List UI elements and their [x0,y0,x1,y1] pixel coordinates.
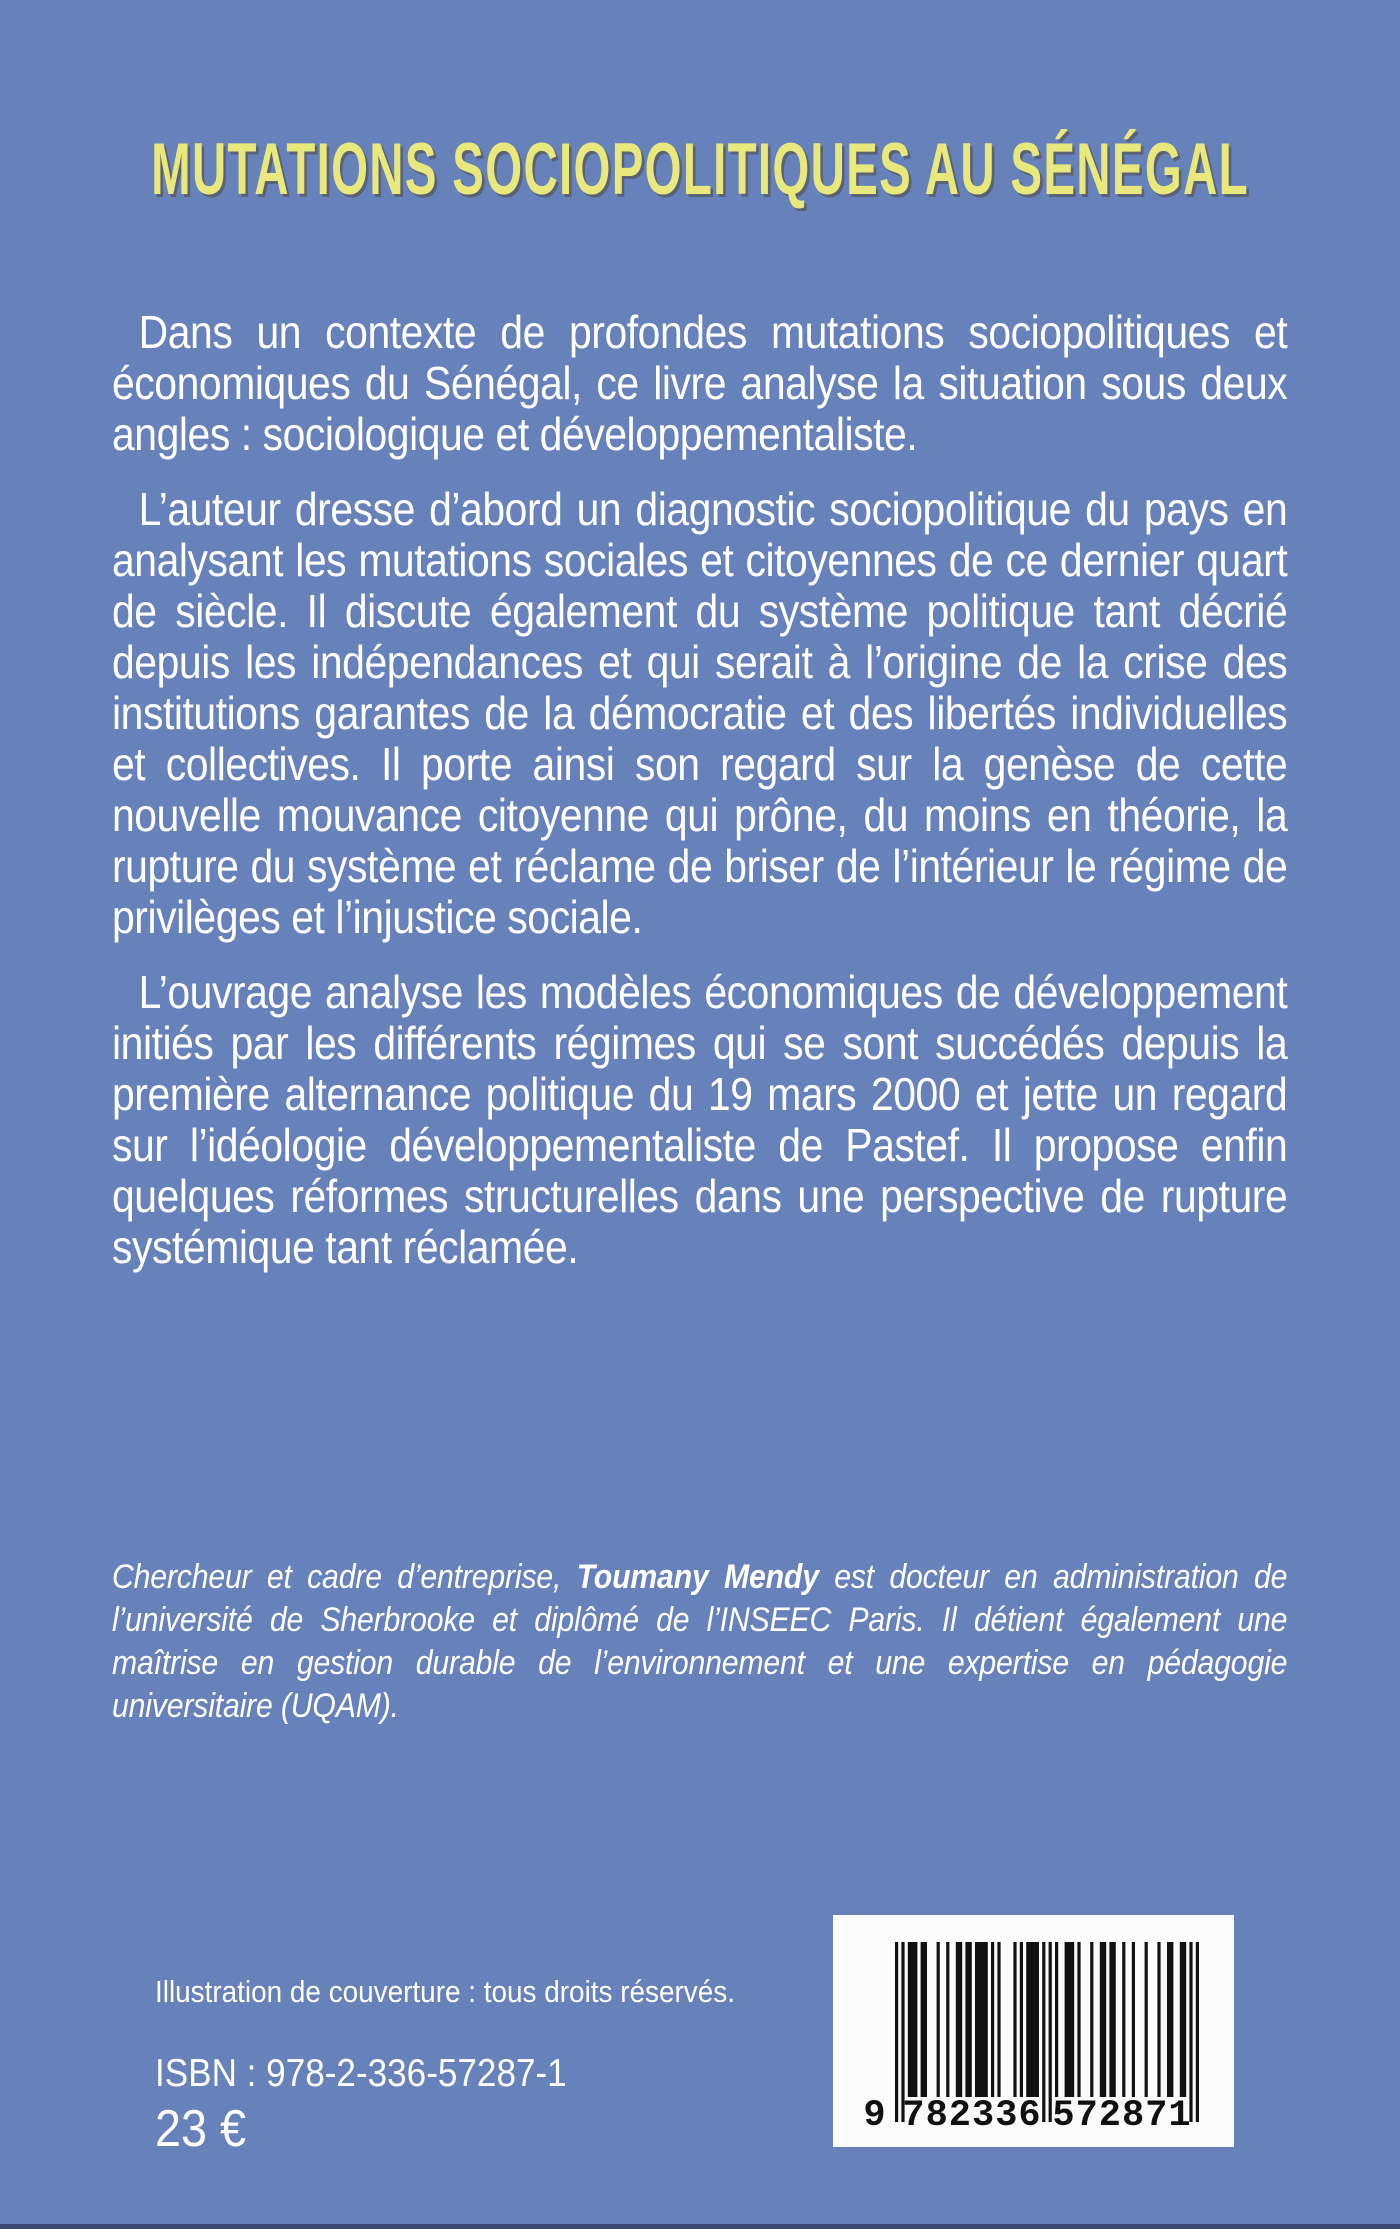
author-name: Toumany Mendy [576,1558,819,1596]
book-title-text: MUTATIONS SOCIOPOLITIQUES AU SÉNÉGAL [151,129,1249,210]
illustration-credit: Illustration de couverture : tous droits réservés. [155,1974,735,2009]
bottom-edge-shadow [0,2224,1400,2229]
synopsis-paragraph-1: Dans un contexte de profondes mutations sociopolitiques et économiques du Sénégal, ce livre analyse la situation sous deux angles : sociologique et développementaliste. [112,306,1288,460]
barcode-right-digits: 572871 [1052,2095,1192,2137]
synopsis [112,307,1287,1297]
author-bio-paragraph [112,1556,1287,1728]
synopsis-paragraph-2: L’auteur dresse d’abord un diagnostic sociopolitique du pays en analysant les mutations sociales et citoyennes de ce dernier quart de siècle. Il discute également du système politique tant décrié depuis les indépendances et qui serait à l’origine de la crise des institutions garantes de la démocratie et des libertés individuelles et collectives. Il porte ainsi son regard sur la genèse de cette nouvelle mouvance citoyenne qui prône, du moins en théorie, la rupture du système et réclame de briser de l’intérieur le régime de privilèges et l’injustice sociale. [112,483,1288,943]
synopsis-paragraph-3: L’ouvrage analyse les modèles économiques de développement initiés par les différents régimes qui se sont succédés depuis la première alternance politique du 19 mars 2000 et jette un regard sur l’idéologie développementaliste de Pastef. Il propose enfin quelques réformes structurelles dans une perspective de rupture systémique tant réclamée. [112,966,1288,1273]
footer-left-block [155,1972,875,2192]
book-title [0,130,1400,210]
isbn-text: ISBN : 978-2-336-57287-1 [155,2052,567,2095]
barcode-panel [833,1915,1234,2147]
barcode-left-digits: 782336 [902,2095,1042,2137]
price-text: 23 € [155,2100,247,2158]
ean13-barcode [833,1915,1234,2147]
author-bio-prefix: Chercheur et cadre d’entreprise, [112,1558,577,1596]
barcode-first-digit: 9 [863,2095,887,2137]
author-bio-suffix: est docteur en administration de l’université de Sherbrooke et diplômé de l’INSEEC Paris. Il détient également une maîtrise en gestion durable de l’environnement et une expertise en pédagogie universitaire (UQAM). [112,1558,1288,1725]
author-bio [112,1556,1287,1728]
